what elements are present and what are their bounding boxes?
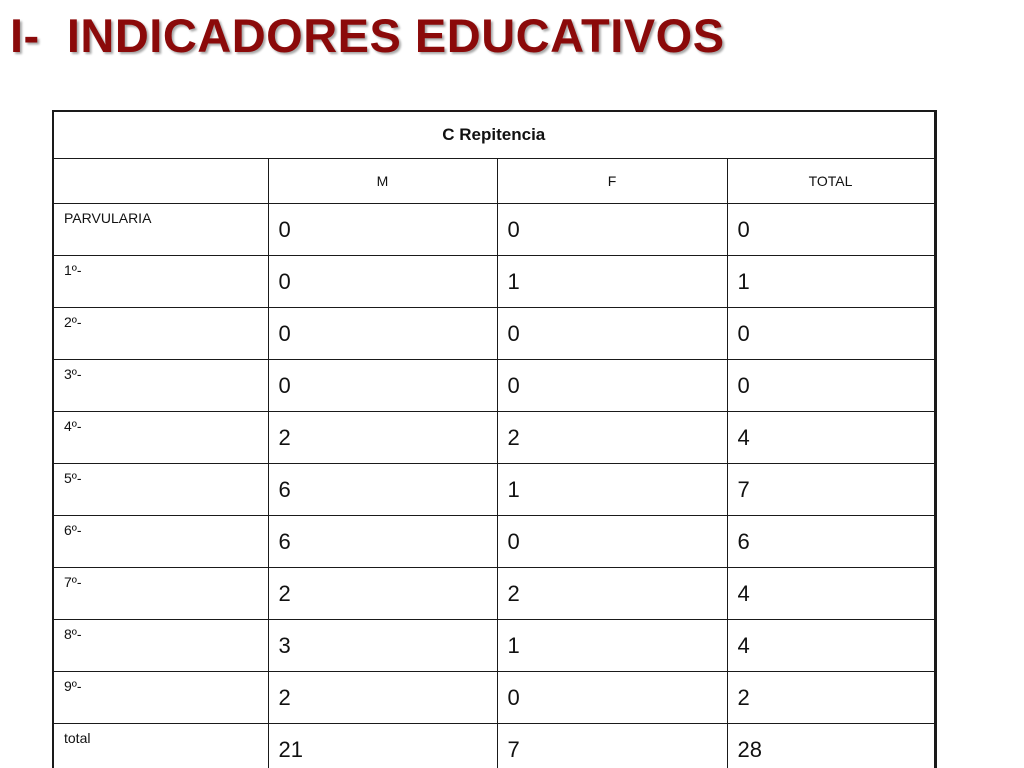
row-label: 1º- <box>53 256 268 308</box>
cell-f: 0 <box>497 672 727 724</box>
table-row <box>53 204 935 256</box>
cell-total: 7 <box>727 464 935 516</box>
cell-m: 6 <box>268 464 497 516</box>
row-label: 2º- <box>53 308 268 360</box>
table-row <box>53 516 935 568</box>
cell-f: 2 <box>497 412 727 464</box>
table-header-row <box>53 159 935 204</box>
cell-f: 1 <box>497 620 727 672</box>
cell-f: 0 <box>497 360 727 412</box>
cell-m: 2 <box>268 412 497 464</box>
cell-total: 0 <box>727 308 935 360</box>
cell-total: 2 <box>727 672 935 724</box>
table-title: C Repitencia <box>53 111 935 159</box>
cell-f: 0 <box>497 516 727 568</box>
row-label: 5º- <box>53 464 268 516</box>
row-label: PARVULARIA <box>53 204 268 256</box>
row-label: total <box>53 724 268 768</box>
table-row <box>53 672 935 724</box>
row-label: 7º- <box>53 568 268 620</box>
column-header-empty <box>53 159 268 204</box>
cell-m: 21 <box>268 724 497 768</box>
cell-m: 0 <box>268 256 497 308</box>
cell-f: 1 <box>497 256 727 308</box>
row-label: 4º- <box>53 412 268 464</box>
cell-m: 2 <box>268 672 497 724</box>
cell-m: 2 <box>268 568 497 620</box>
table-row <box>53 568 935 620</box>
cell-f: 1 <box>497 464 727 516</box>
cell-m: 6 <box>268 516 497 568</box>
table-row <box>53 308 935 360</box>
cell-f: 2 <box>497 568 727 620</box>
table-row <box>53 464 935 516</box>
row-label: 9º- <box>53 672 268 724</box>
cell-m: 0 <box>268 308 497 360</box>
table-row <box>53 256 935 308</box>
cell-total: 4 <box>727 620 935 672</box>
cell-m: 0 <box>268 204 497 256</box>
cell-m: 3 <box>268 620 497 672</box>
cell-m: 0 <box>268 360 497 412</box>
row-label: 8º- <box>53 620 268 672</box>
cell-total: 1 <box>727 256 935 308</box>
row-label: 6º- <box>53 516 268 568</box>
slide-title: I- INDICADORES EDUCATIVOS <box>10 9 725 62</box>
table-body <box>53 111 935 768</box>
cell-f: 0 <box>497 308 727 360</box>
column-header-f: F <box>497 159 727 204</box>
table-row <box>53 412 935 464</box>
column-header-m: M <box>268 159 497 204</box>
table-row <box>53 360 935 412</box>
cell-total: 0 <box>727 360 935 412</box>
cell-total: 28 <box>727 724 935 768</box>
cell-total: 4 <box>727 568 935 620</box>
row-label: 3º- <box>53 360 268 412</box>
cell-f: 0 <box>497 204 727 256</box>
column-header-total: TOTAL <box>727 159 935 204</box>
repitencia-table <box>52 110 937 768</box>
cell-total: 0 <box>727 204 935 256</box>
cell-total: 6 <box>727 516 935 568</box>
table-row <box>53 724 935 768</box>
cell-f: 7 <box>497 724 727 768</box>
table-row <box>53 620 935 672</box>
table-title-row <box>53 111 935 159</box>
cell-total: 4 <box>727 412 935 464</box>
